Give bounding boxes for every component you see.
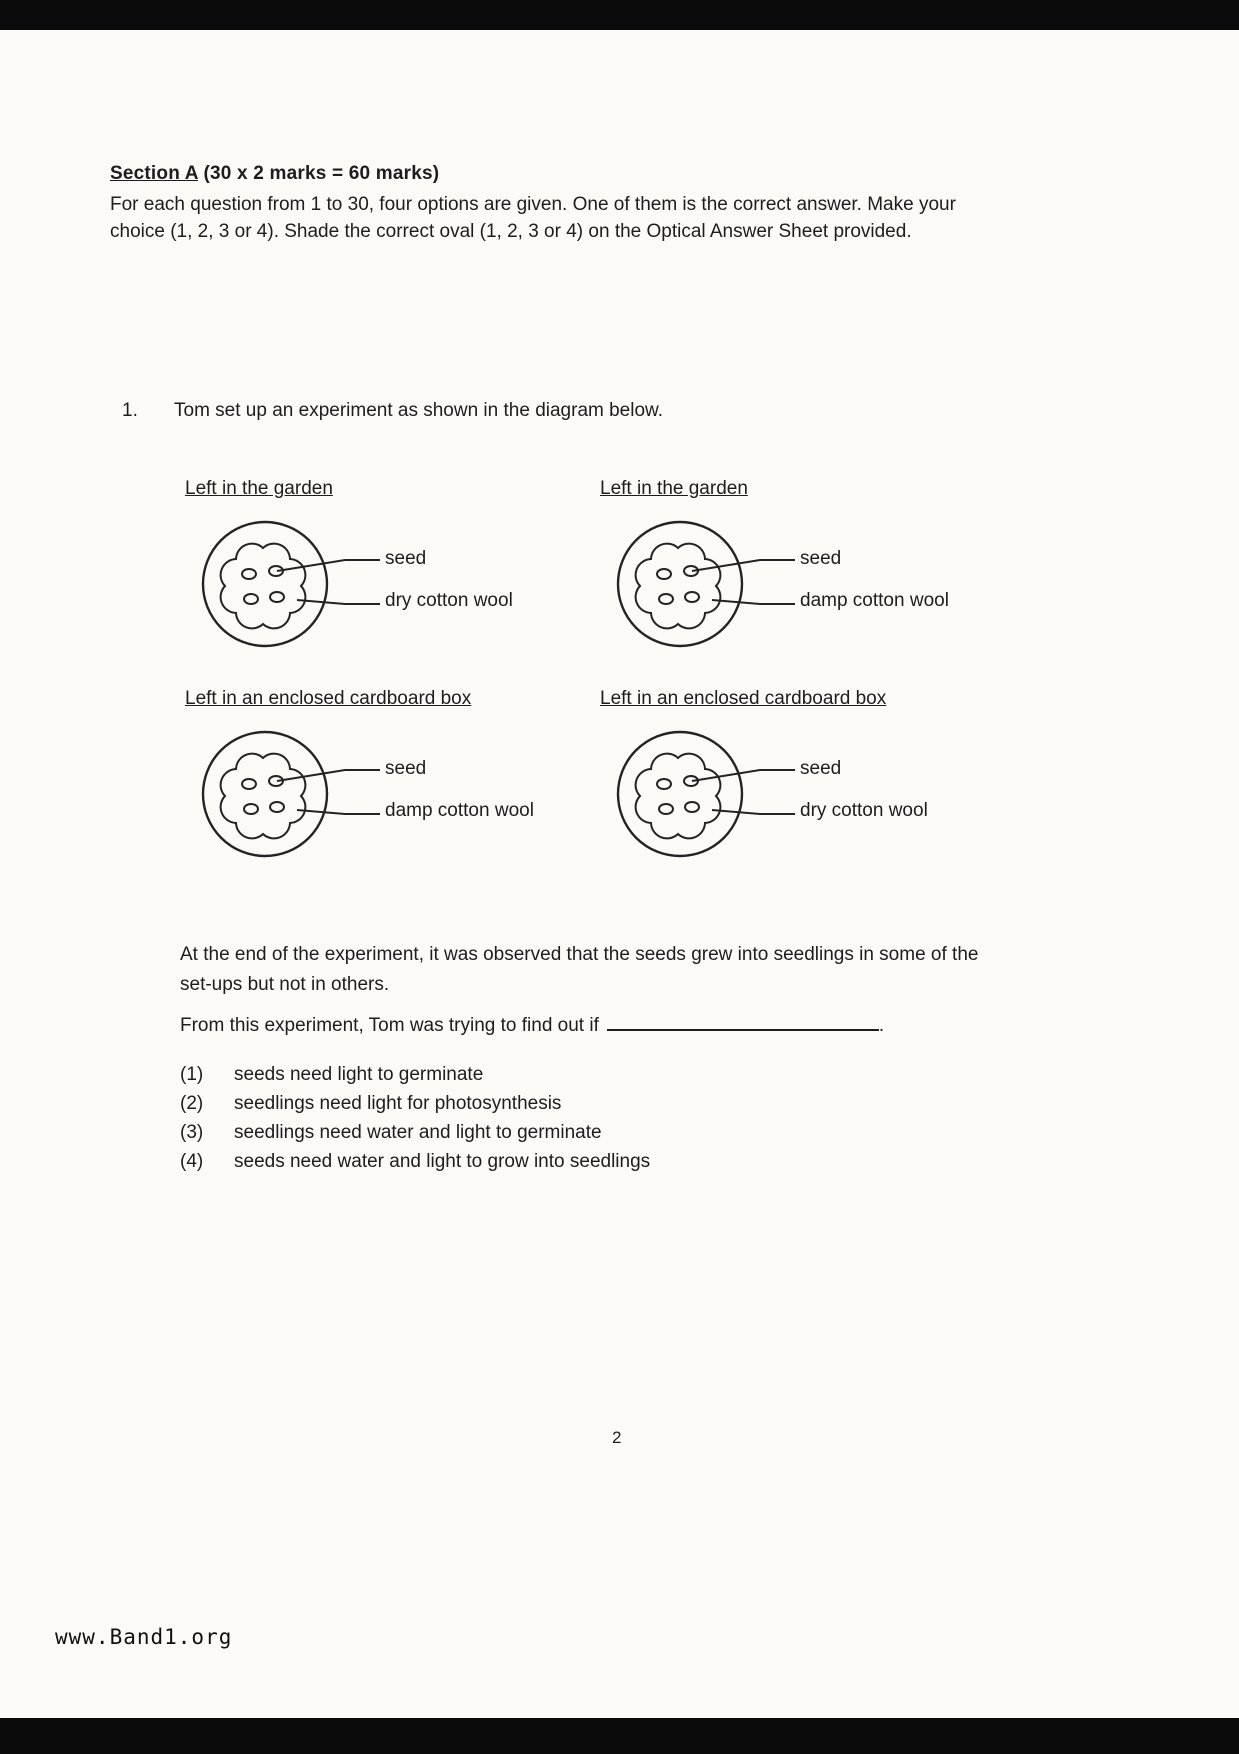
watermark-url: www.Band1.org (55, 1625, 233, 1649)
setup-garden-damp (600, 478, 1090, 683)
setup-title: Left in an enclosed cardboard box (600, 688, 887, 709)
petri-dish-diagram (612, 514, 797, 654)
cotton-wool-label: damp cotton wool (385, 800, 534, 821)
option-number: (4) (180, 1151, 204, 1172)
setup-title: Left in an enclosed cardboard box (185, 688, 472, 709)
petri-dish-diagram (197, 724, 382, 864)
petri-dish-diagram (197, 514, 382, 654)
setup-title: Left in the garden (600, 478, 748, 499)
cotton-wool-label: dry cotton wool (800, 800, 928, 821)
scan-top-bar (0, 0, 1239, 30)
question-stem: Tom set up an experiment as shown in the diagram below. (174, 400, 663, 421)
option-number: (3) (180, 1122, 204, 1143)
page-number: 2 (612, 1428, 622, 1447)
section-marks: (30 x 2 marks = 60 marks) (198, 163, 440, 184)
option-text: seeds need light to germinate (234, 1064, 484, 1085)
cotton-wool-label: dry cotton wool (385, 590, 513, 611)
question-1-stem-row (122, 400, 663, 422)
option-number: (2) (180, 1093, 204, 1114)
answer-blank-line (607, 1027, 879, 1031)
option-row-2 (180, 1089, 650, 1118)
option-text: seedlings need water and light to germinate (234, 1122, 602, 1143)
option-number: (1) (180, 1064, 204, 1085)
option-text: seeds need water and light to grow into seedlings (234, 1151, 651, 1172)
setup-box-dry (600, 688, 1090, 893)
section-title: Section A (110, 163, 199, 184)
question-prompt: From this experiment, Tom was trying to find out if (180, 1015, 599, 1036)
seed-label: seed (385, 758, 427, 779)
section-heading (110, 163, 439, 185)
section-instructions: For each question from 1 to 30, four options are given. One of them is the correct answer. Make your choice (1, 2, 3 or 4). Shade the correct oval (1, 2, 3 or 4) on the Optical Answer Sheet provided. (110, 194, 956, 242)
question-number: 1. (122, 400, 138, 421)
prompt-period: . (878, 1015, 885, 1036)
option-text: seedlings need light for photosynthesis (234, 1093, 562, 1114)
question-prompt-row (180, 1015, 884, 1037)
seed-label: seed (385, 548, 427, 569)
option-row-4 (180, 1147, 650, 1176)
option-row-3 (180, 1118, 650, 1147)
seed-label: seed (800, 758, 842, 779)
setup-title: Left in the garden (185, 478, 333, 499)
scan-bottom-bar (0, 1718, 1239, 1754)
seed-label: seed (800, 548, 842, 569)
option-row-1 (180, 1060, 650, 1089)
answer-options (180, 1060, 650, 1176)
petri-dish-diagram (612, 724, 797, 864)
cotton-wool-label: damp cotton wool (800, 590, 949, 611)
observation-text: At the end of the experiment, it was observed that the seeds grew into seedlings in some of the set-ups but not in others. (180, 944, 979, 995)
